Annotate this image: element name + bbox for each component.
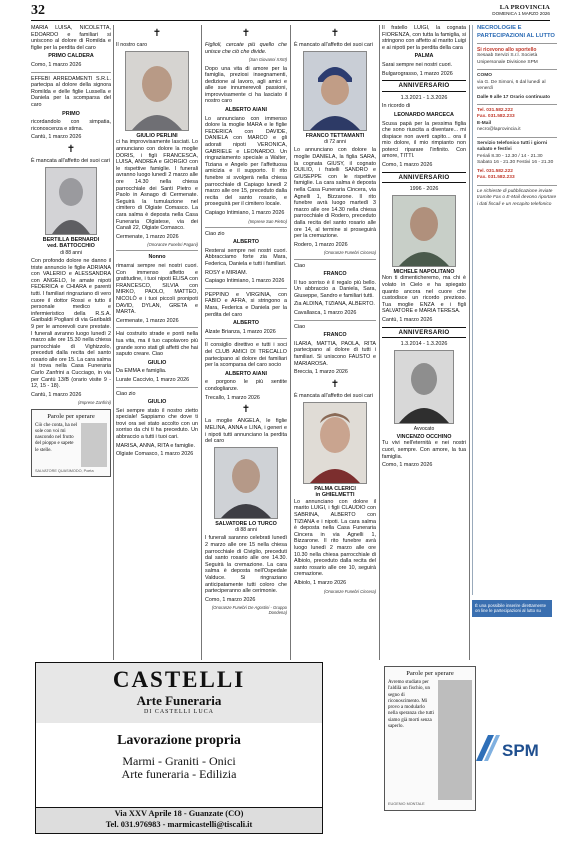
ad-contact[interactable]: Tel. 031.976983 - marmicastelli@tiscali.it — [105, 819, 253, 829]
sidebar-received: Si ricevono allo sportello — [477, 47, 537, 54]
notice-text: Sarai sempre nei nostri cuori. — [382, 61, 453, 68]
ad-header-band — [36, 663, 322, 723]
poem-box — [384, 666, 476, 811]
notice-text: Il tuo sorriso è il regalo più bello. Un abbraccio a Daniela, Sara, Giuseppe, Sandro e familiari tutti. — [294, 279, 376, 299]
sidebar-service-hours: Feriali 8.30 - 12.30 / 14 - 21.30 Sabato 16 - 21.30 Festivi 16 - 21.30 — [477, 153, 554, 166]
deceased-name: PRIMO CALDERA — [48, 53, 94, 60]
separator — [31, 72, 111, 73]
deceased-name: ALBERTO — [233, 320, 259, 327]
notice-date: Como, 1 marzo 2026 — [205, 596, 256, 603]
deceased-name: GIULIO — [147, 399, 167, 406]
notice-intro: La moglie ANGELA, le figlie MELINA, ANNA e LINA, i generi e i nipoti tutti annunciano la perdita del caro — [205, 418, 287, 445]
separator — [205, 288, 287, 289]
column-divider — [379, 25, 380, 660]
deceased-name: ALBERTO AIANI — [225, 370, 267, 377]
notice-text: Sei sempre stato il nostro zietto speciale! Sappiamo che dove ti trovi ora sei stato accolto con un sorriso da chi ti ha preceduto. Un abbraccio a tutti i tuoi cari. — [116, 407, 198, 441]
poem-text: Ciò che conta, ha nel sole con voi mi nascondo nel frutto del pioppo e sapete le stelle. — [35, 422, 78, 453]
notice-heading: Ciao zio — [205, 230, 225, 237]
notice-intro: È mancato all'affetto dei suoi cari — [294, 42, 373, 49]
deceased-age: di 88 anni — [235, 527, 257, 534]
column-2 — [116, 25, 198, 660]
notice-heading: Ciao — [294, 262, 306, 269]
notice-text: ILARIA, MATTIA, PAOLA, RITA partecipano al dolore di tutti i familiari. Si uniscono FAUSTO e MARIAROSA. — [294, 340, 376, 367]
anniversary-dates: 1.3.2021 - 1.3.2026 — [400, 94, 448, 101]
anniversary-dates: 1.3.2014 - 1.3.2026 — [400, 341, 448, 348]
deceased-name: PRIMO — [62, 110, 80, 117]
separator — [477, 43, 557, 44]
separator — [477, 185, 557, 186]
poem-title: Parole per sperare — [47, 412, 95, 420]
notice-date: Como, 1 marzo 2026 — [382, 162, 433, 169]
notice-date: Olgiate Comasco, 1 marzo 2026 — [116, 451, 194, 458]
notice-text: Il fratello LUIGI, la cognata FIORENZA, con tutta la famiglia, si stringono con affetto al marito Luigi e ai nipoti per la perdita della cara — [382, 25, 466, 51]
notice-signature: ROSY e MIRIAM. — [205, 269, 248, 276]
sidebar-tel: Tel. 031.582.222 — [477, 168, 513, 174]
cross-icon: ✝ — [330, 378, 340, 390]
notice-signature: Da EMMA e famiglia. — [116, 368, 167, 375]
castelli-advertisement — [35, 662, 323, 834]
ad-subtitle: Arte Funeraria — [136, 693, 222, 708]
sidebar-tel: Tel. 031.582.222 — [477, 107, 513, 113]
poem-author: SALVATORE QUASIMODO, Poeta — [35, 468, 94, 473]
notice-intro: È mancata all'affetto dei suoi cari — [31, 158, 110, 165]
funeral-agency: (Onoranze Funebri Pagani) — [147, 242, 198, 248]
deceased-age: di 72 anni — [324, 139, 346, 146]
separator — [205, 227, 287, 228]
deceased-name: BERTILLA BERNARDI — [42, 236, 100, 243]
sidebar-email[interactable]: necro@laprovincia.it — [477, 127, 521, 133]
ad-materials: Marmi - Graniti - Onici — [122, 754, 236, 768]
page-header — [0, 0, 580, 18]
notice-body: I funerali saranno celebrati lunedì 2 marzo alle ore 15 nella chiesa parrocchiale di Civiglio, preceduti dal santo rosario alle ore 14.30. Seguirà la cremazione. La cara salma è deposta nell'Ospedale Valduce. Si ringraziano anticipatamente tutti coloro che parteciperanno alle cerimonie. — [205, 535, 287, 595]
notice-date: Lurate Caccivio, 1 marzo 2026 — [116, 376, 190, 383]
portrait-photo — [303, 51, 367, 131]
deceased-name: ALBERTO AIANI — [225, 107, 267, 114]
spm-logo-text: SPM — [502, 741, 539, 760]
portrait-photo — [394, 350, 454, 424]
page-number: 32 — [31, 3, 45, 18]
deceased-name: GIULIO PERLINI — [136, 132, 178, 139]
column-divider — [113, 25, 114, 660]
sidebar-office-address: via G. De Simoni, 6 dal lunedì al venerdì — [477, 79, 546, 92]
sidebar-fax: Fax. 031.582.233 — [477, 114, 515, 120]
notice-date: Cantù, 1 marzo 2026 — [31, 134, 82, 141]
poem-box — [31, 409, 111, 478]
necrology-info-sidebar — [472, 25, 557, 595]
column-divider — [290, 25, 291, 660]
ad-tagline: Lavorazione propria — [117, 733, 241, 748]
notice-text: e porgono le più sentite condoglianze. — [205, 379, 287, 392]
separator — [477, 104, 557, 105]
ad-company-name: CASTELLI — [112, 667, 246, 692]
ad-materials-2: Arte funeraria - Edilizia — [121, 767, 237, 782]
cross-icon: ✝ — [152, 28, 162, 39]
notice-date: Cermenate, 1 marzo 2026 — [116, 317, 179, 324]
notice-text: Hai costruito strade e ponti nella tua vita, ma il tuo capolavoro più grande sono stati gli affetti che hai saputo creare. Ciao — [116, 331, 198, 358]
notice-heading: Nonno — [148, 254, 166, 261]
separator — [294, 320, 376, 321]
notice-body: Con profondo dolore ne danno il triste annuncio le figlie ADRIANA con VALERIO e ALESSANDRA con ANGELO, le amate nipoti FEDERICA e CHIARA e parenti tutti. I familiari ringraziano di vero cuore il dottor Rossi e tutto il personale medico e infermieristico della R.S.A. Garibaldi Pogliani di via Garibaldi 9 per le amorevoli cure prestate. I funerali avranno luogo lunedì 2 marzo alle ore 15.30 nella chiesa parrocchiale di Vighizzolo, preceduti dalla recita del santo rosario alle ore 15. La cara salma si trova nella Casa Funeraria Carlo Zanfrini a Cucciago, in via per Cantù 13/B (orario visite 9 - 12, 15 - 18). — [31, 257, 111, 390]
notice-date: Cermenate, 1 marzo 2026 — [116, 233, 179, 240]
deceased-name: FRANCO TETTAMANTI — [305, 132, 365, 139]
notice-text: ricordandolo con simpatia, riconoscenza e stima. — [31, 119, 111, 132]
publication-masthead — [492, 4, 550, 17]
ad-footer — [36, 807, 322, 833]
poem-illustration — [81, 423, 107, 467]
column-divider — [201, 25, 202, 660]
notice-date: Capiago Intimiano, 1 marzo 2026 — [205, 209, 285, 216]
notice-date: Bulgarograsso, 1 marzo 2026 — [382, 70, 453, 77]
notice-date: Alzate Brianza, 1 marzo 2026 — [205, 328, 276, 335]
separator — [116, 327, 198, 328]
notice-body: ci ha improvvisamente lasciati. Lo annunciano con dolore la moglie DORIS, i figli FRANCESCA, LUISA, ANDREA e GIORGIO con le rispettive famiglie. I funerali avranno luogo lunedì 2 marzo alle ore 14.30 nella chiesa parrocchiale dei Santi Pietro e Paolo in Asnago di Cermenate. Seguirà la tumulazione nel cimitero di Olgiate Comasco. La cara salma è deposta nella Casa Funeraria Olgiatese, via dei Canali 22, Olgiate Comasco. — [116, 139, 198, 232]
notice-text: Non ti dimenticheremo, ma chi è volato in Cielo e ha spiegato quanto ancora nel cuore che custodisce un ricordo prezioso. Tua moglie ENZA e i figli SALVATORE e MARIA TERESA. — [382, 275, 466, 315]
quote-text: Figlioli, cercate più quello che unisce che ciò che divide. — [205, 42, 287, 55]
portrait-photo — [214, 447, 278, 519]
separator — [116, 250, 198, 251]
notice-body: Lo annunciano con dolore il marito LUIGI, i figli CLAUDIO con SABRINA, ALBERTO con TIZIANA e i nipoti. La cara salma è deposta nella Casa Funeraria Cincera in via Agnelli 1, Bizzarone. Il rito funebre avrà luogo lunedì 2 marzo alle ore 10.30 nella chiesa parrocchiale di Albiolo, preceduto dalla recita del santo rosario alle ore 10, seguirà cremazione. — [294, 498, 376, 578]
cross-icon: ✝ — [330, 28, 340, 39]
deceased-age: di 88 anni — [60, 249, 82, 256]
notice-date: Cavallasca, 1 marzo 2026 — [294, 310, 357, 317]
cross-icon: ✝ — [241, 404, 251, 416]
sidebar-phone-service: Servizio telefonico tutti i giorni sabato e festivi — [477, 140, 548, 153]
notice-text: Resterai sempre nei nostri cuori. Abbracciamo forte zia Mara, Federica, Daniela e tutti i familiari. — [205, 247, 287, 268]
poem-title: Parole per sperare — [406, 670, 454, 677]
deceased-name: PALMA — [414, 53, 434, 60]
spm-logo — [474, 731, 544, 765]
anniversary-heading: ANNIVERSARIO — [382, 172, 466, 184]
deceased-title: Avvocato — [413, 425, 435, 432]
funeral-agency: (Onoranze Funebri Cincera) — [323, 250, 376, 256]
poem-author: EUGENIO MONTALE — [388, 802, 425, 807]
online-note: È una possibile inserire direttamente on line le partecipazioni al lutto su — [472, 600, 552, 617]
sidebar-title: NECROLOGIE E PARTECIPAZIONI AL LUTTO — [477, 25, 555, 39]
separator — [477, 69, 557, 70]
notice-date: Como, 1 marzo 2026 — [382, 462, 433, 469]
poem-text: Avremo studiato per l'aldilà un fischio, un segno di riconoscimento. Mi provo a modularlo nella speranza che tutti siamo già morti senza saperlo. — [388, 680, 434, 729]
deceased-name: LEONARDO MARCECA — [394, 111, 454, 118]
publication-name: LA PROVINCIA — [499, 4, 550, 11]
sidebar-email-label: E-Mail — [477, 120, 492, 126]
notice-text: Tu vivi nell'eternità e nei nostri cuori, sempre. Con amore, la tua famiglia. — [382, 440, 466, 460]
notice-intro: Il nostro caro — [116, 42, 148, 49]
sidebar-hours: Dalle 9 alle 17 Orario continuato — [477, 94, 551, 100]
funeral-agency: (Imprese Zanfrini) — [77, 400, 111, 406]
notice-date: Cantù, 1 marzo 2026 — [31, 391, 82, 398]
column-1 — [31, 25, 111, 657]
funeral-agency: (Imprese San Pietro) — [248, 218, 287, 224]
deceased-name: GIULIO — [147, 359, 167, 366]
deceased-married-name: in GHIELMETTI — [315, 492, 355, 499]
deceased-name: VINCENZO OCCHINO — [396, 433, 452, 440]
funeral-agency: (Onoranze Funebri De Agostini - Gruppo Dondena) — [211, 605, 287, 616]
poem-illustration — [438, 680, 472, 800]
deceased-married-name: ved. BATTOCCHIO — [47, 243, 95, 250]
portrait-photo — [45, 167, 97, 235]
sidebar-company: Sesaab Servizi S.r.l. Società Unipersonale Divisione SPM — [477, 53, 538, 65]
portrait-photo — [303, 402, 367, 484]
deceased-name: MICHELE NAPOLITANO — [393, 268, 455, 275]
separator — [205, 338, 287, 339]
notice-text: Il consiglio direttivo e tutti i soci del CLUB AMICI DI TRECALLO partecipano al dolore dei familiari per la scomparsa del caro socio — [205, 342, 287, 369]
anniversary-heading: ANNIVERSARIO — [382, 327, 466, 339]
notice-heading: Ciao — [294, 323, 306, 330]
separator — [116, 387, 198, 388]
quote-source: (San Giovanni XXIII) — [248, 57, 287, 63]
notice-text: Scusa papà per la pessima figlia che sono riuscita a diventare... mi dispiace non averti capito... ora il mio dolore, il mio rimpianto non poterci riparare l'infinito. Con amore, TITTI. — [382, 120, 466, 160]
notice-date: Albiolo, 1 marzo 2026 — [294, 579, 347, 586]
portrait-photo — [392, 195, 456, 267]
portrait-photo — [125, 51, 189, 131]
separator — [294, 259, 376, 260]
cross-icon: ✝ — [241, 28, 251, 39]
ad-body — [36, 733, 322, 781]
deceased-name: SALVATORE LO TURCO — [215, 520, 277, 527]
sidebar-note: Le richieste di pubblicazione inviate tramite Fax o E-Mail devono riportare i dati fiscali e un recapito telefonico — [477, 188, 557, 207]
notice-date: Trecallo, 1 marzo 2026 — [205, 394, 260, 401]
ad-address: Via XXV Aprile 18 - Guanzate (CO) — [114, 809, 244, 818]
header-rule — [31, 20, 550, 21]
notice-text: EFFEBI ARREDAMENTI S.R.L. partecipa al dolore della signora Romilda e delle figlie Lussella e Daniela per la scomparsa del caro — [31, 75, 111, 108]
anniversary-dates: 1996 - 2026 — [409, 186, 439, 193]
notice-heading: Ciao zio — [116, 390, 136, 397]
notice-date: Capiago Intimiano, 1 marzo 2026 — [205, 278, 285, 285]
notice-date: Rodero, 1 marzo 2026 — [294, 241, 348, 248]
funeral-agency: (Onoranze Funebri Cincera) — [323, 588, 376, 594]
sidebar-fax: Fax. 031.582.233 — [477, 175, 515, 181]
notice-signature: Zia ALDINA, TIZIANA, ALBERTO. — [294, 301, 375, 308]
notice-body: Lo annunciano con immenso dolore la moglie MARA e le figlie FEDERICA con DAVIDE, DANIELA con MARCO e gli adorati nipoti VERONICA, GABRIELE e LEONARDO. Un ringraziamento speciale a Walter, Tiziana e Angelo per l'affettuosa amicizia e il supporto. Il rito funebre si svolgerà nella chiesa parrocchiale di Capiago lunedì 2 marzo alle ore 15, preceduto dalla recita del santo rosario, e proseguirà per il cimitero locale. — [205, 115, 287, 208]
notice-text: rimarrai sempre nei nostri cuori. Con immenso affetto e gratitudine, i tuoi nipoti ELISA con FRANCESCO, SILVIA con MIRKO, PAOLO, MATTEO, NICOLÒ e i tuoi piccoli pronipoti DAVID, DYLAN, GRETA e MARTA. — [116, 263, 198, 316]
notice-date: Breccia, 1 marzo 2026 — [294, 369, 348, 376]
notice-text: Dopo una vita di amore per la famiglia, preziosi insegnamenti, dedizione al lavoro, agli amici e alle sue innumerevoli passioni, improvvisamente ci ha lasciato il nostro caro — [205, 65, 287, 105]
deceased-name: FRANCO — [323, 271, 347, 278]
separator — [477, 137, 557, 138]
notice-intro: È mancata all'affetto dei suoi cari — [294, 393, 373, 399]
notice-text: PEPPINO e VIRGINIA, con FABIO e AFRA, si stringono a Mara, Federica e Daniela per la perdita del caro — [205, 291, 287, 318]
notice-text: MARIA LUISA, NICOLETTA, EDOARDO e familiari si uniscono al dolore di Romilda e figlie per la perdita del caro — [31, 25, 111, 51]
deceased-name: FRANCO — [323, 332, 347, 339]
deceased-name: ALBERTO — [233, 239, 259, 246]
notice-body: Lo annunciano con dolore la moglie DANIELA, la figlia SARA, la cognata GIUSY, il cognato DUILIO, i fratelli SANDRO e GIUSEPPE con le rispettive famiglie. La cara salma è deposta nella Casa Funeraria Cincera, via Agnelli 1, Bizzarone. Il rito funebre avrà luogo martedì 3 marzo alle ore 14.30 nella chiesa parrocchiale di Rodero, preceduto dalla recita del santo rosario alle ore 14, al termine si proseguirà per la cremazione. — [294, 147, 376, 240]
notice-date: Cantù, 1 marzo 2026 — [382, 316, 433, 323]
column-4 — [294, 25, 376, 660]
notice-date: Como, 1 marzo 2026 — [31, 61, 82, 68]
column-divider — [469, 25, 470, 660]
notice-signature: MARISA, ANNA, RITA e famiglie. — [116, 442, 195, 449]
notice-intro: In ricordo di — [382, 103, 411, 110]
deceased-name: PALMA CLERICI — [314, 485, 356, 492]
sidebar-office: COMO — [477, 73, 492, 79]
column-3 — [205, 25, 287, 660]
cross-icon: ✝ — [66, 143, 76, 155]
anniversary-heading: ANNIVERSARIO — [382, 80, 466, 92]
column-5 — [382, 25, 466, 657]
publication-date: DOMENICA 1 MARZO 2026 — [492, 11, 550, 16]
ad-owner: DI CASTELLI LUCA — [144, 709, 214, 715]
